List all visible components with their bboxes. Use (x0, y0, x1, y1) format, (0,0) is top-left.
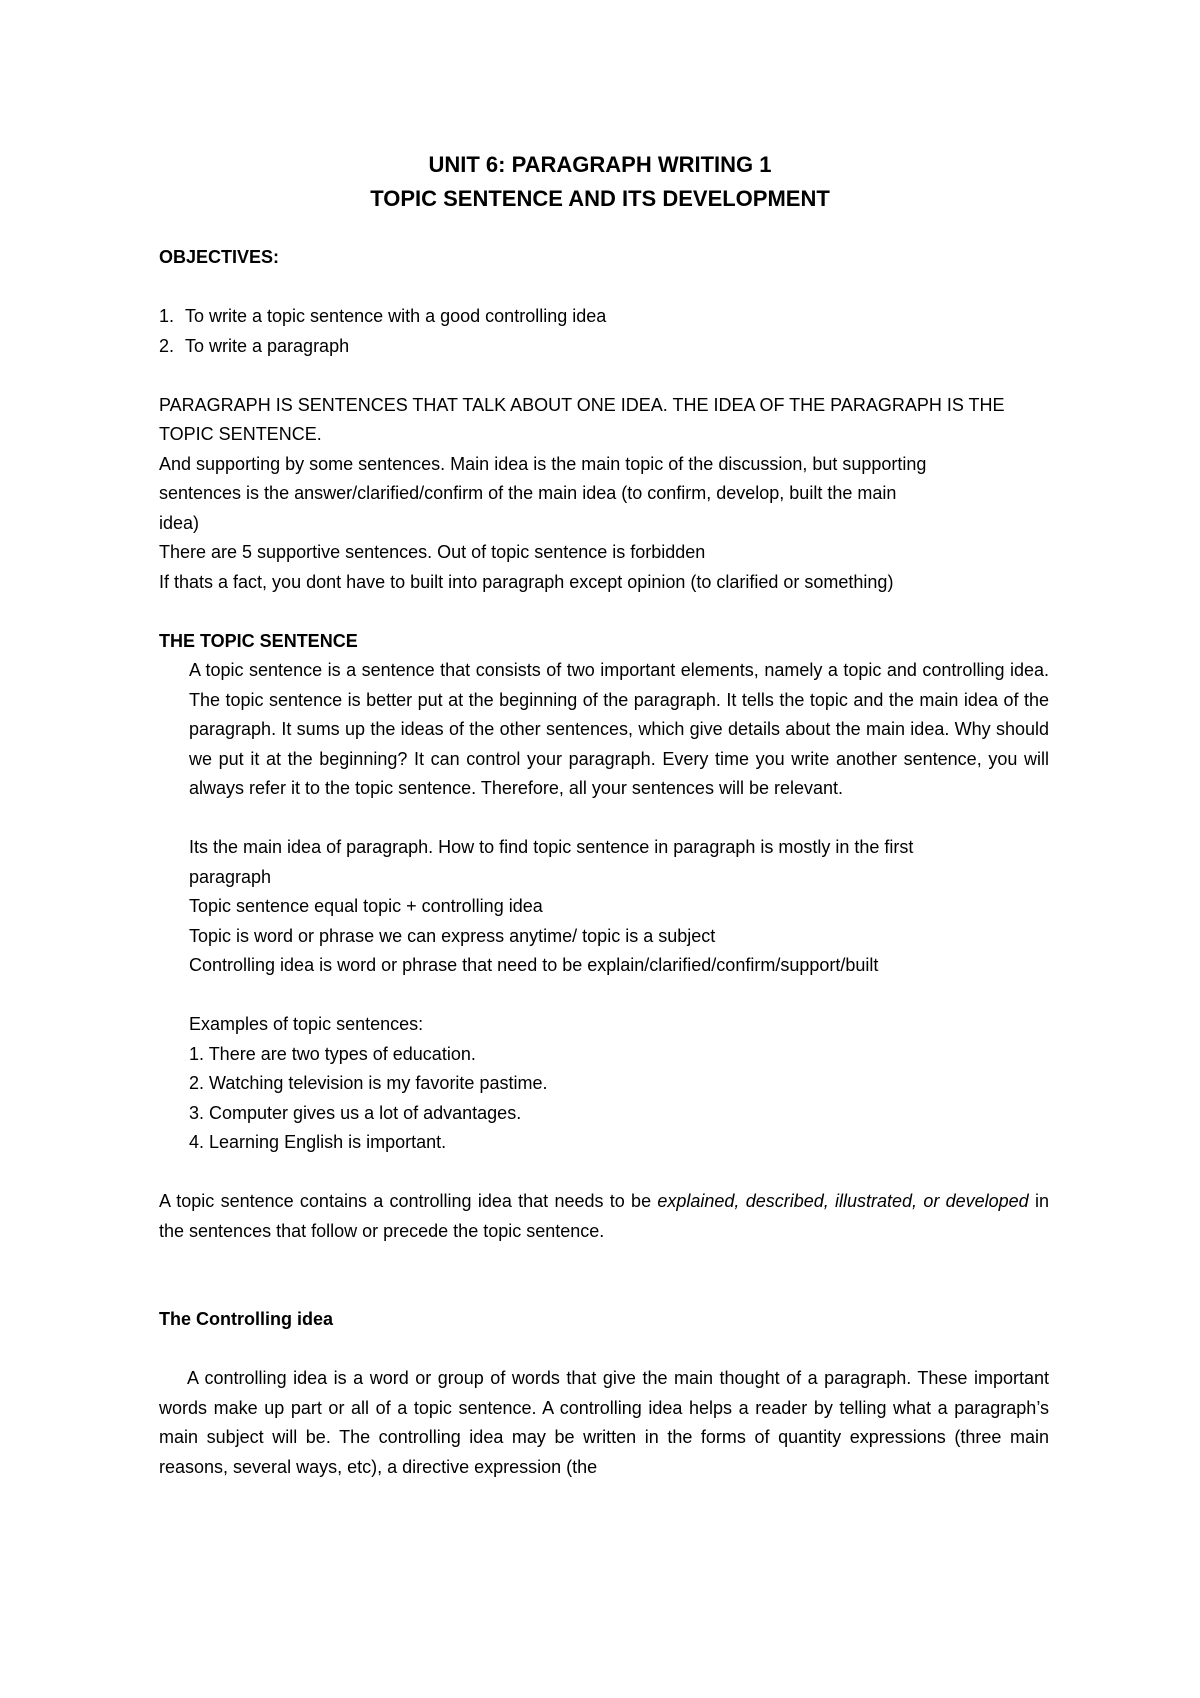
example-item: 4. Learning English is important. (189, 1132, 447, 1152)
objective-item (159, 302, 1049, 332)
topic-note-line: Topic sentence equal topic + controlling idea (189, 896, 543, 916)
example-item: 2. Watching television is my favorite pastime. (189, 1073, 548, 1093)
note-line: sentences is the answer/clarified/confirm of the main idea (to confirm, develop, built the main (159, 483, 897, 503)
topic-note-line: paragraph (189, 866, 272, 887)
topic-note-line: Controlling idea is word or phrase that need to be explain/clarified/confirm/support/built (189, 955, 879, 975)
controlling-idea-heading: The Controlling idea (159, 1309, 333, 1329)
objective-number: 1. (159, 306, 175, 326)
topic-sentence-paragraph: A topic sentence is a sentence that consists of two important elements, namely a topic and controlling idea. The topic sentence is better put at the beginning of the paragraph. It tells the topic and the main idea of the paragraph. It sums up the ideas of the other sentences, which give details about the main idea. Why should we put it at the beginning? It can control your paragraph. Every time you write another sentence, you will always refer it to the topic sentence. Therefore, all your sentences will be relevant. (189, 660, 1049, 798)
examples-heading: Examples of topic sentences: (189, 1014, 424, 1034)
unit-subtitle: TOPIC SENTENCE AND ITS DEVELOPMENT (370, 186, 830, 211)
document-body (159, 243, 1049, 1482)
objective-number: 2. (159, 335, 175, 356)
objectives-heading: OBJECTIVES: (159, 247, 280, 267)
title-block (0, 148, 1200, 216)
objective-item (159, 332, 1049, 362)
topic-note-line: Topic is word or phrase we can express anytime/ topic is a subject (189, 925, 716, 946)
italic-emphasis: explained, described, illustrated, or developed (657, 1191, 1029, 1211)
note-line: TOPIC SENTENCE. (159, 424, 322, 444)
controlling-idea-paragraph: A controlling idea is a word or group of words that give the main thought of a paragraph. These important words make up part or all of a topic sentence. A controlling idea helps a reader by telling what a paragraph’s main subject will be. The controlling idea may be written in the forms of quantity expressions (three main reasons, several ways, etc), a directive expression (the (159, 1368, 1049, 1477)
example-item: 1. There are two types of education. (189, 1043, 476, 1064)
note-line: idea) (159, 512, 200, 533)
unit-title: UNIT 6: PARAGRAPH WRITING 1 (428, 152, 772, 177)
note-line: If thats a fact, you dont have to built into paragraph except opinion (to clarified or something) (159, 571, 894, 592)
topic-note-line: Its the main idea of paragraph. How to find topic sentence in paragraph is mostly in the first (189, 837, 914, 857)
note-line: And supporting by some sentences. Main idea is the main topic of the discussion, but supporting (159, 453, 927, 474)
note-line: PARAGRAPH IS SENTENCES THAT TALK ABOUT ONE IDEA. THE IDEA OF THE PARAGRAPH IS THE (159, 394, 1005, 415)
objective-text: To write a topic sentence with a good controlling idea (185, 306, 607, 326)
example-item: 3. Computer gives us a lot of advantages. (189, 1102, 522, 1123)
note-line: There are 5 supportive sentences. Out of topic sentence is forbidden (159, 542, 706, 562)
objective-text: To write a paragraph (185, 335, 350, 356)
controlling-idea-summary: A topic sentence contains a controlling idea that needs to be explained, described, illustrated, or developed in the sentences that follow or precede the topic sentence. (159, 1191, 1049, 1241)
topic-sentence-heading: THE TOPIC SENTENCE (159, 630, 358, 651)
